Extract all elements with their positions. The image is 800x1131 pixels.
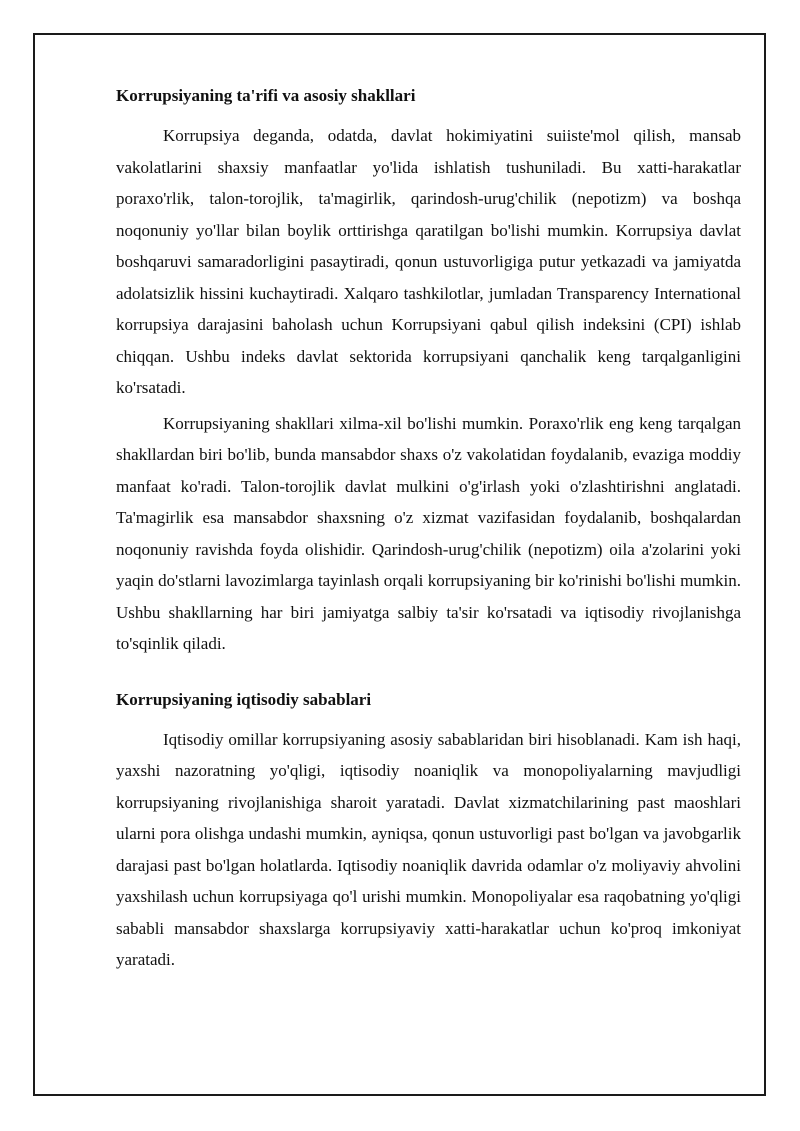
section-heading: Korrupsiyaning ta'rifi va asosiy shakllari	[116, 86, 416, 105]
paragraph: Korrupsiya deganda, odatda, davlat hokimiyatini suiiste'mol qilish, mansab vakolatlarini shaxsiy manfaatlar yo'lida ishlatish tushuniladi. Bu xatti-harakatlar poraxo'rlik, talon-torojlik, ta'magirlik, qarindosh-urug'chilik (nepotizm) va boshqa noqonuniy yo'llar bilan boylik orttirishga qaratilgan bo'lishi mumkin. Korrupsiya davlat boshqaruvi samaradorligini pasaytiradi, qonun ustuvorligiga putur yetkazadi va jamiyatda adolatsizlik hissini kuchaytiradi. Xalqaro tashkilotlar, jumladan Transparency International korrupsiya darajasini baholash uchun Korrupsiyani qabul qilish indeksini (CPI) ishlab chiqqan. Ushbu indeks davlat sektorida korrupsiyani qanchalik keng tarqalganligini ko'rsatadi.	[116, 126, 741, 397]
document-body	[116, 84, 741, 980]
section-heading: Korrupsiyaning iqtisodiy sabablari	[116, 689, 372, 709]
section-definition	[116, 84, 741, 660]
paragraph: Korrupsiyaning shakllari xilma-xil bo'lishi mumkin. Poraxo'rlik eng keng tarqalgan shakllardan biri bo'lib, bunda mansabdor shaxs o'z vakolatidan foydalanib, evaziga moddiy manfaat ko'radi. Talon-torojlik davlat mulkini o'g'irlash yoki o'zlashtirishni anglatadi. Ta'magirlik esa mansabdor shaxsning o'z xizmat vazifasidan foydalanib, boshqalardan noqonuniy ravishda foyda olishidir. Qarindosh-urug'chilik (nepotizm) oila a'zolarini yoki yaqin do'stlarni lavozimlarga tayinlash orqali korrupsiyaning bir ko'rinishi bo'lishi mumkin. Ushbu shakllarning har biri jamiyatga salbiy ta'sir ko'rsatadi va iqtisodiy rivojlanishga to'sqinlik qiladi.	[116, 413, 741, 653]
section-economic-causes	[116, 688, 741, 976]
paragraph: Iqtisodiy omillar korrupsiyaning asosiy sabablaridan biri hisoblanadi. Kam ish haqi, yaxshi nazoratning yo'qligi, iqtisodiy noaniqlik va monopoliyalarning mavjudligi korrupsiyaning rivojlanishiga sharoit yaratadi. Davlat xizmatchilarining past maoshlari ularni pora olishga undashi mumkin, ayniqsa, qonun ustuvorligi past bo'lgan va javobgarlik darajasi past bo'lgan holatlarda. Iqtisodiy noaniqlik davrida odamlar o'z moliyaviy ahvolini yaxshilash uchun korrupsiyaga qo'l urishi mumkin. Monopoliyalar esa raqobatning yo'qligi sababli mansabdor shaxslarga korrupsiyaviy xatti-harakatlar uchun ko'proq imkoniyat yaratadi.	[116, 729, 741, 969]
